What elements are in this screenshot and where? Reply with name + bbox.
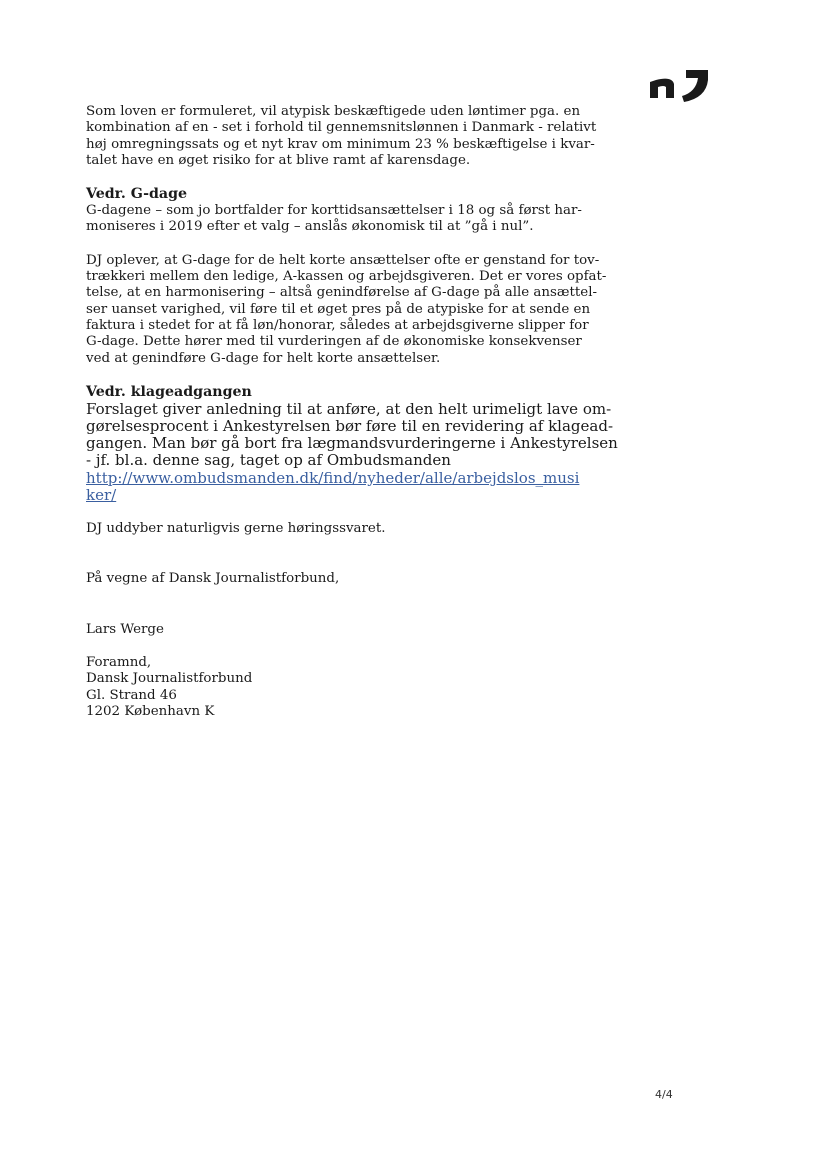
text-line: ser uanset varighed, vil føre til et øget pres på de atypiske for at sende en (86, 301, 591, 317)
heading-klageadgangen: Vedr. klageadgangen (86, 383, 252, 400)
signature-line: Dansk Journalistforbund (86, 671, 253, 687)
text-line: telse, at en harmonisering – altså genindførelse af G-dage på alle ansættel- (86, 285, 597, 301)
text-line: gørelsesprocent i Ankestyrelsen bør føre til en revidering af klagead- (86, 417, 614, 436)
text-line: G-dage. Dette hører med til vurderingen af de økonomiske konsekvenser (86, 334, 582, 350)
text-line: trækkeri mellem den ledige, A-kassen og arbejdsgiveren. Det er vores opfat- (86, 269, 607, 285)
text-line: Forslaget giver anledning til at anføre, at den helt urimeligt lave om- (86, 399, 612, 418)
link-line[interactable]: http://www.ombudsmanden.dk/find/nyheder/alle/arbejdslos_musi (86, 468, 580, 487)
text-line: G-dagene – som jo bortfalder for korttidsansættelser i 18 og så først har- (86, 203, 582, 219)
letter-body (86, 104, 618, 721)
paragraph-g-dage (86, 203, 586, 236)
text-line: gangen. Man bør gå bort fra lægmandsvurderingerne i Ankestyrelsen (86, 434, 618, 453)
closing-line: På vegne af Dansk Journalistforbund, (86, 571, 340, 587)
signer-name: Lars Werge (86, 621, 164, 637)
text-line: talet have en øget risiko for at blive ramt af karensdage. (86, 152, 471, 168)
text-line: faktura i stedet for at få løn/honorar, således at arbejdsgiverne slipper for (86, 317, 589, 333)
text-line: moniseres i 2019 efter et valg – anslås økonomisk til at ”gå i nul”. (86, 219, 534, 235)
text-line: ved at genindføre G-dage for helt korte ansættelser. (86, 350, 441, 366)
paragraph-atypical (86, 104, 597, 169)
signature-block (86, 655, 586, 721)
text-line: kombination af en - set i forhold til gennemsnitslønnen i Danmark - relativt (86, 120, 597, 136)
dj-logo-icon (650, 68, 710, 112)
page-number: 4/4 (655, 1088, 673, 1101)
paragraph-dj-oplever (86, 252, 607, 367)
signature-line: Foramnd, (86, 655, 152, 671)
paragraph-uddyber: DJ uddyber naturligvis gerne høringssvaret. (86, 521, 386, 537)
heading-g-dage: Vedr. G-dage (86, 186, 188, 203)
paragraph-klageadgangen (86, 399, 618, 470)
text-line: DJ oplever, at G-dage for de helt korte ansættelser ofte er genstand for tov- (86, 252, 600, 268)
signature-line: Gl. Strand 46 (86, 687, 177, 703)
text-line: høj omregningssats og et nyt krav om minimum 23 % beskæftigelse i kvar- (86, 136, 595, 152)
link-line[interactable]: ker/ (86, 485, 117, 504)
signature-line: 1202 København K (86, 704, 215, 720)
text-line: Som loven er formuleret, vil atypisk beskæftigede uden løntimer pga. en (86, 104, 581, 119)
text-line: - jf. bl.a. denne sag, taget op af Ombudsmanden (86, 451, 451, 470)
ombudsmanden-link[interactable] (86, 470, 586, 504)
